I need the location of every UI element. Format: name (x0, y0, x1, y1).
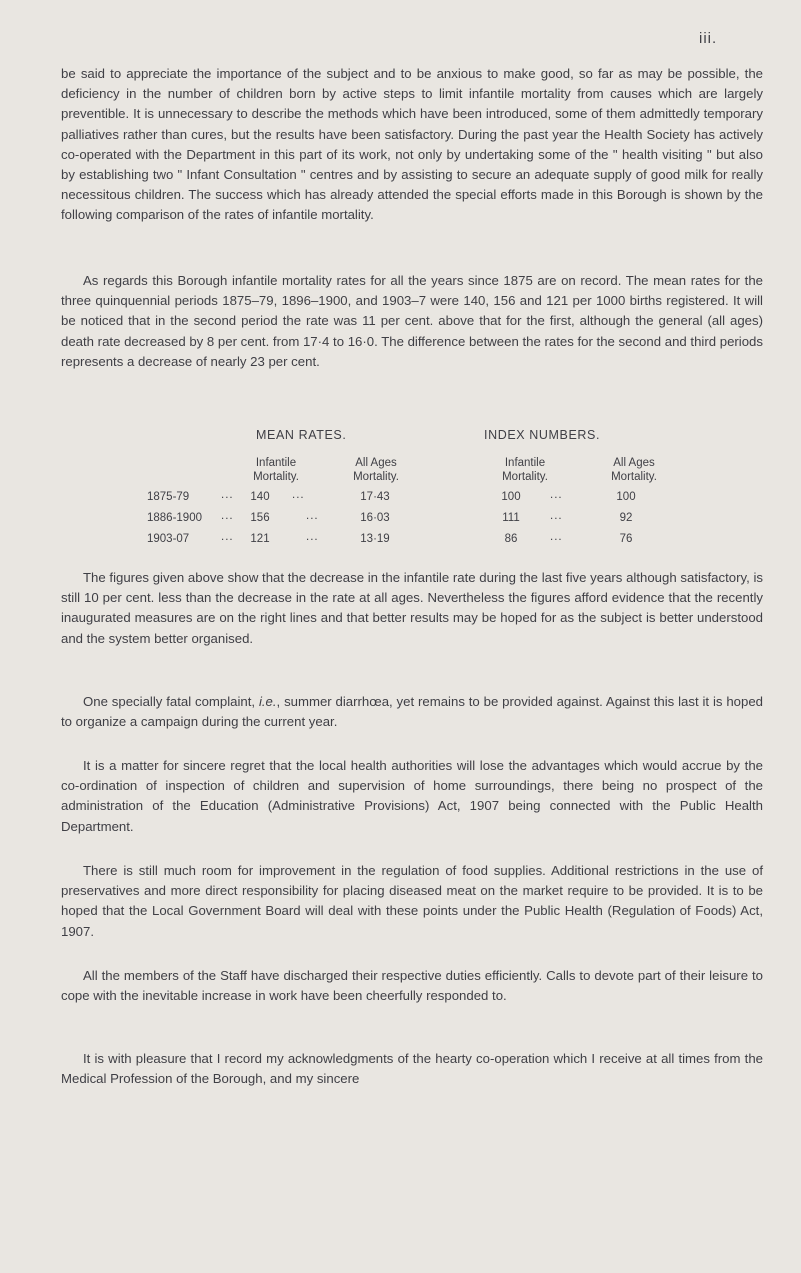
leader-dots: ... (221, 489, 234, 501)
table-cell-all-ages-index: 92 (619, 512, 633, 524)
leader-dots: ... (550, 531, 563, 543)
paragraph-figures-given: The figures given above show that the decrease in the infantile rate during the last five years although satisfactory, is still 10 per cent. less than the decrease in the rate at all ages. Nevertheless the figures afford evidence that the recently inaugurated measures are on the right lines and that better results may be hoped for as the subject is better understood and the system better organised. (61, 570, 763, 646)
leader-dots: ... (306, 531, 319, 543)
paragraph-borough-rates: As regards this Borough infantile mortality rates for all the years since 1875 are on record. The mean rates for the three quinquennial periods 1875–79, 1896–1900, and 1903–7 were 140, 156 and 121 per 1000 births registered. It will be noticed that in the second period the rate was 11 per cent. above that for the first, although the general (all ages) death rate decreased by 8 per cent. from 17·4 to 16·0. The difference between the rates for the second and third periods represents a decrease of nearly 23 per cent. (61, 273, 763, 369)
leader-dots: ... (550, 489, 563, 501)
leader-dots: ... (292, 489, 305, 501)
table-cell-all-ages-rate: 16·03 (360, 512, 390, 524)
table-row-period: 1903-07 (147, 533, 190, 545)
table-cell-infantile-index: 86 (504, 533, 518, 545)
table-col-all-ages-rate: All Ages Mortality. (353, 457, 399, 483)
table-cell-all-ages-index: 76 (619, 533, 633, 545)
leader-dots: ... (221, 510, 234, 522)
paragraph-summer-diarrhoea: One specially fatal complaint, i.e., summer diarrhœa, yet remains to be provided against. Against this last it is hoped to organize a campaign during the current year. (61, 694, 763, 730)
table-row-period: 1886-1900 (147, 512, 202, 524)
table-cell-all-ages-rate: 17·43 (360, 491, 390, 503)
table-cell-all-ages-rate: 13·19 (360, 533, 390, 545)
paragraph-acknowledgments: It is with pleasure that I record my acknowledgments of the hearty co-operation which I receive at all times from the Medical Profession of the Borough, and my sincere (61, 1051, 763, 1087)
leader-dots: ... (221, 531, 234, 543)
page-number: iii. (699, 30, 718, 47)
table-cell-infantile-rate: 140 (250, 491, 270, 503)
table-cell-infantile-index: 111 (502, 512, 520, 524)
leader-dots: ... (306, 510, 319, 522)
paragraph-food-supplies: There is still much room for improvement in the regulation of food supplies. Additional restrictions in the use of preservatives and more direct responsibility for placing diseased meat on the market require to be provided. It is to be hoped that the Local Government Board will deal with these points under the Public Health (Regulation of Foods) Act, 1907. (61, 863, 763, 939)
table-col-infantile-index: Infantile Mortality. (502, 457, 548, 483)
table-col-infantile-rate: Infantile Mortality. (253, 457, 299, 483)
table-col-all-ages-index: All Ages Mortality. (611, 457, 657, 483)
table-row-period: 1875-79 (147, 491, 190, 503)
table-cell-infantile-rate: 121 (250, 533, 270, 545)
table-group-index-numbers: INDEX NUMBERS. (484, 428, 601, 442)
table-cell-all-ages-index: 100 (616, 491, 636, 503)
paragraph-staff: All the members of the Staff have discharged their respective duties efficiently. Calls to devote part of their leisure to cope with the inevitable increase in work have been cheerfully responded to. (61, 968, 763, 1004)
table-group-mean-rates: MEAN RATES. (256, 428, 347, 442)
table-cell-infantile-rate: 156 (250, 512, 270, 524)
paragraph-local-authorities: It is a matter for sincere regret that the local health authorities will lose the advantages which would accrue by the co-ordination of inspection of children and supervision of home surroundings, there being no prospect of the administration of the Education (Administrative Provisions) Act, 1907 being connected with the Public Health Department. (61, 758, 763, 834)
leader-dots: ... (550, 510, 563, 522)
table-cell-infantile-index: 100 (501, 491, 521, 503)
paragraph-infant-consultation: be said to appreciate the importance of the subject and to be anxious to make good, so far as may be possible, the deficiency in the number of children born by active steps to limit infantile mortality from causes which are largely preventible. It is unnecessary to describe the methods which have been introduced, some of them admittedly temporary palliatives rather than cures, but the results have been satisfactory. During the past year the Health Society has actively co-operated with the Department in this part of its work, not only by undertaking some of the " health visiting " but also by establishing two " Infant Consultation " centres and by assisting to secure an adequate supply of good milk for really necessitous children. The success which has already attended the special efforts made in this Borough is shown by the following comparison of the rates of infantile mortality. (61, 66, 763, 223)
